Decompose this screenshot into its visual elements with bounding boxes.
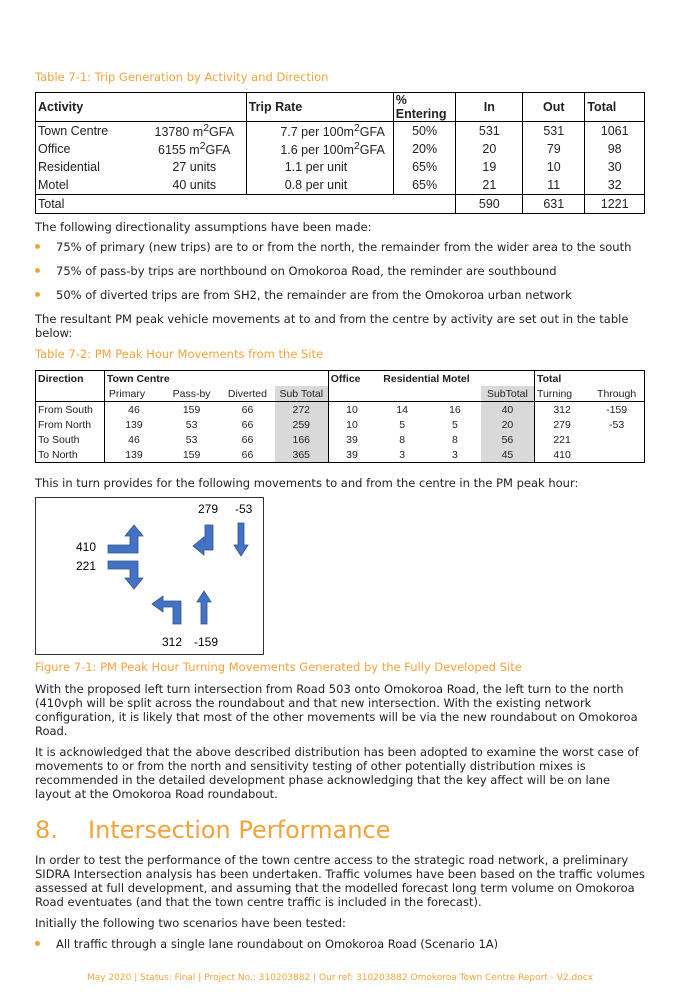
total-row: Total 590 631 1221 bbox=[36, 195, 645, 214]
page-footer: May 2020 | Status: Final | Project No.: 310203882 | Our ref: 310203882 Omokoroa Town Centre Report - V2.docx bbox=[86, 973, 594, 983]
table-row: To North 139 159 66 365 39 3 3 45 410 bbox=[36, 447, 645, 463]
turning-movements-diagram bbox=[35, 497, 264, 655]
label-to-north: 410 bbox=[76, 540, 97, 554]
label-south-through: -159 bbox=[194, 635, 219, 649]
th-entering: % Entering bbox=[393, 93, 456, 122]
section-heading bbox=[35, 816, 390, 844]
paragraph-scenarios: Initially the following two scenarios have been tested: bbox=[35, 916, 346, 930]
section-title: Intersection Performance bbox=[88, 816, 391, 844]
turn-down-left-arrow-icon bbox=[193, 525, 213, 555]
th-direction: Direction bbox=[36, 371, 105, 387]
table1-caption: Table 7-1: Trip Generation by Activity and Direction bbox=[35, 70, 329, 84]
paragraph-acknowledged: It is acknowledged that the above described distribution has been adopted to examine the worst case of movements to or from the north and sensitivity testing of other potentially distribution mixes is recommended in the detailed development phase acknowledging that the key affect will be on lane layout at the Omokoroa Road roundabout. bbox=[35, 745, 639, 801]
th-in: In bbox=[456, 93, 523, 122]
turn-up-left-arrow-icon bbox=[152, 596, 181, 624]
table-row: To South 46 53 66 166 39 8 8 56 221 bbox=[36, 432, 645, 447]
table-row: Town Centre 13780 $m^2GFA$ 7.7 per $100m^2GFA$ 50% 531 531 1061 bbox=[36, 122, 645, 141]
table2-caption: Table 7-2: PM Peak Hour Movements from the Site bbox=[35, 347, 324, 361]
bullet-icon bbox=[35, 268, 40, 273]
section-number: 8. bbox=[35, 816, 58, 844]
paragraph-movements: This in turn provides for the following movements to and from the centre in the PM peak hour: bbox=[35, 476, 579, 490]
bullet-icon bbox=[35, 244, 40, 249]
label-north-turn: 279 bbox=[198, 502, 219, 516]
bullet-icon bbox=[35, 941, 40, 946]
label-north-through: -53 bbox=[235, 502, 253, 516]
list-item: 50% of diverted trips are from SH2, the remainder are from the Omokoroa urban network bbox=[35, 288, 572, 302]
table-row: Motel 40 units 0.8 per unit 65% 21 11 32 bbox=[36, 176, 645, 195]
list-item: All traffic through a single lane roundabout on Omokoroa Road (Scenario 1A) bbox=[35, 937, 498, 951]
trip-generation-table bbox=[35, 92, 645, 214]
paragraph-resultant: The resultant PM peak vehicle movements at to and from the centre by activity are set out in the table below: bbox=[35, 312, 629, 340]
turn-right-down-arrow-icon bbox=[108, 561, 143, 589]
th-activity: Activity bbox=[36, 93, 143, 122]
bullet-icon bbox=[35, 292, 40, 297]
th-total: Total bbox=[585, 93, 645, 122]
table-row: From South 46 159 66 272 10 14 16 40 312 -159 bbox=[36, 402, 645, 418]
th-office: Office bbox=[328, 371, 375, 387]
table-row: Residential 27 units 1.1 per unit 65% 19 10 30 bbox=[36, 158, 645, 176]
th-town-centre: Town Centre bbox=[104, 371, 328, 387]
through-down-arrow-icon bbox=[234, 523, 248, 556]
label-south-turn: 312 bbox=[162, 635, 183, 649]
paragraph-sidra: In order to test the performance of the town centre access to the strategic road network, a preliminary SIDRA Intersection analysis has been undertaken. Traffic volumes have been based on the traffic volumes assessed at full development, and assuming that the modelled forecast long term volume on Omokoroa Road eventuates (and that the town centre traffic is included in the forecast). bbox=[35, 853, 645, 909]
th-out: Out bbox=[523, 93, 585, 122]
arrows-svg bbox=[36, 498, 263, 654]
th-residential-motel: Residential Motel bbox=[383, 372, 470, 385]
list-item: 75% of primary (new trips) are to or from the north, the remainder from the wider area to the south bbox=[35, 240, 631, 254]
th-total: Total bbox=[534, 371, 644, 387]
figure-caption: Figure 7-1: PM Peak Hour Turning Movements Generated by the Fully Developed Site bbox=[35, 660, 522, 674]
list-item: 75% of pass-by trips are northbound on Omokoroa Road, the reminder are southbound bbox=[35, 264, 557, 278]
paragraph-directionality: The following directionality assumptions have been made: bbox=[35, 220, 372, 234]
label-to-south: 221 bbox=[76, 559, 97, 573]
through-up-arrow-icon bbox=[197, 591, 211, 624]
pm-peak-movements-table: Direction Town Centre Office Residential Motel Total Primary Pass-by Diverted Sub Total SubTotal Turning Through From South 46 159 66 272 10 14 16 40 312 -159 From North 139 53 66 259 10 5 5 20 279 -53 To South 46 53 66 166 39 8 8 56 221 To North 139 159 66 365 39 3 3 45 410 bbox=[35, 370, 645, 463]
turn-right-up-arrow-icon bbox=[108, 525, 143, 553]
th-trip-rate: Trip Rate bbox=[246, 93, 393, 122]
paragraph-left-turn: With the proposed left turn intersection from Road 503 onto Omokoroa Road, the left turn to the north (410vph will be split across the roundabout and that new intersection. With the existing network configuration, it is likely that most of the other movements will be via the new roundabout on Omokoroa Road. bbox=[35, 682, 638, 738]
table-row: From North 139 53 66 259 10 5 5 20 279 -53 bbox=[36, 417, 645, 432]
table-row: Office 6155 $m^2GFA$ 1.6 per $100m^2GFA$ 20% 20 79 98 bbox=[36, 140, 645, 158]
